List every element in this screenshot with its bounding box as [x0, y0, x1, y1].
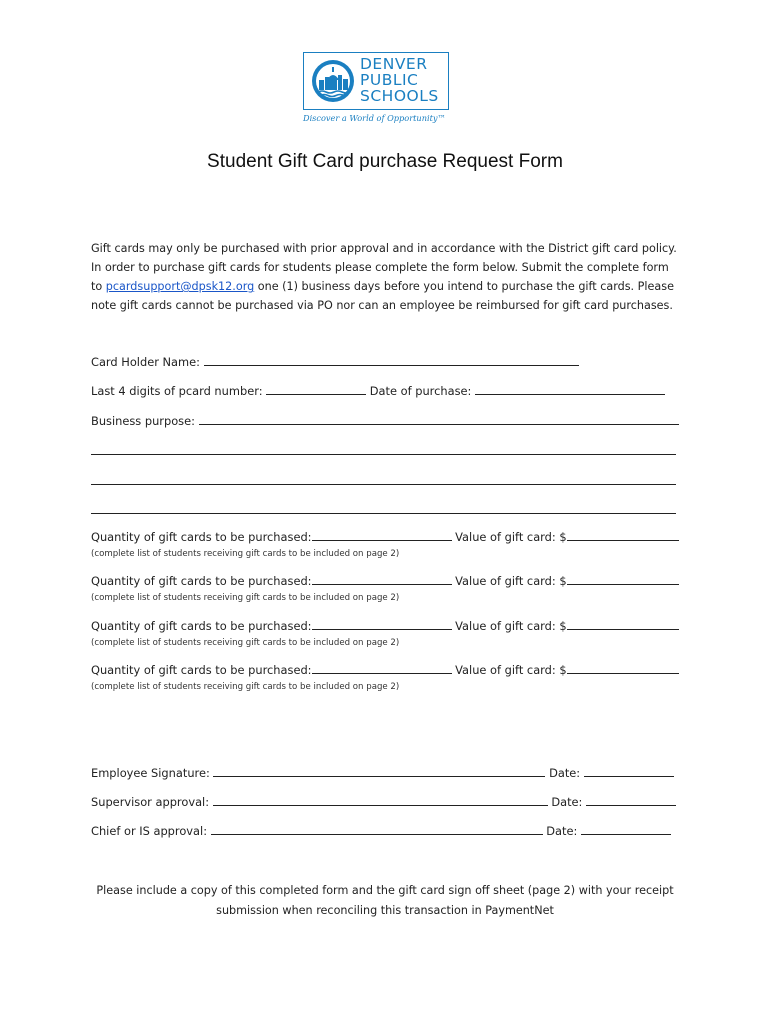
value-field[interactable] — [567, 662, 679, 674]
logo-frame — [303, 52, 449, 110]
business-purpose-row — [91, 413, 679, 428]
last4-field[interactable] — [266, 383, 366, 395]
business-purpose-line[interactable] — [91, 484, 676, 485]
quantity-field[interactable] — [312, 529, 452, 541]
value-label: Value of gift card: $ — [455, 663, 567, 677]
intro-paragraph — [91, 239, 691, 315]
supervisor-date-field[interactable] — [586, 794, 676, 806]
support-email-link[interactable]: pcardsupport@dpsk12.org — [105, 280, 255, 293]
quantity-note: (complete list of students receiving gift cards to be included on page 2) — [91, 593, 400, 603]
supervisor-approval-field[interactable] — [213, 794, 548, 806]
intro-line: Gift cards may only be purchased with prior approval and in accordance with the District gift card policy. — [91, 242, 677, 255]
employee-signature-label: Employee Signature: — [91, 766, 210, 780]
supervisor-approval-row — [91, 794, 676, 809]
chief-approval-field[interactable] — [211, 823, 543, 835]
quantity-label: Quantity of gift cards to be purchased: — [91, 619, 312, 633]
intro-text: one (1) business days before you intend to purchase the gift cards. Please — [254, 280, 674, 293]
logo-word-schools: SCHOOLS — [360, 87, 439, 105]
gift-card-row — [91, 618, 681, 648]
quantity-label: Quantity of gift cards to be purchased: — [91, 663, 312, 677]
value-label: Value of gift card: $ — [455, 530, 567, 544]
date-of-purchase-field[interactable] — [475, 383, 665, 395]
last4-label: Last 4 digits of pcard number: — [91, 384, 263, 398]
logo-tagline: Discover a World of Opportunity™ — [303, 113, 446, 123]
quantity-field[interactable] — [312, 662, 452, 674]
logo-word-public: PUBLIC — [360, 71, 419, 89]
supervisor-date-label: Date: — [551, 795, 583, 809]
value-field[interactable] — [567, 529, 679, 541]
gift-card-row — [91, 529, 681, 559]
logo-wordmark — [360, 56, 448, 104]
intro-line: note gift cards cannot be purchased via PO nor can an employee be reimbursed for gift card purchases. — [91, 299, 673, 312]
signature-date-label: Date: — [549, 766, 581, 780]
card-holder-label: Card Holder Name: — [91, 355, 200, 369]
quantity-label: Quantity of gift cards to be purchased: — [91, 574, 312, 588]
value-field[interactable] — [567, 618, 679, 630]
business-purpose-field[interactable] — [199, 413, 679, 425]
logo-word-denver: DENVER — [360, 55, 428, 73]
chief-approval-row — [91, 823, 671, 838]
card-holder-row — [91, 354, 579, 369]
quantity-note: (complete list of students receiving gift cards to be included on page 2) — [91, 549, 400, 559]
page-title: Student Gift Card purchase Request Form — [207, 151, 563, 172]
supervisor-approval-label: Supervisor approval: — [91, 795, 210, 809]
district-logo — [303, 52, 451, 124]
chief-approval-label: Chief or IS approval: — [91, 824, 208, 838]
gift-card-row — [91, 662, 681, 692]
date-of-purchase-label: Date of purchase: — [369, 384, 472, 398]
employee-signature-field[interactable] — [213, 765, 545, 777]
business-purpose-line[interactable] — [91, 513, 676, 514]
chief-date-field[interactable] — [581, 823, 671, 835]
value-label: Value of gift card: $ — [455, 574, 567, 588]
card-holder-field[interactable] — [204, 354, 579, 366]
gift-card-row — [91, 573, 681, 603]
footer-line: Please include a copy of this completed form and the gift card sign off sheet (page 2) with your receipt — [96, 884, 674, 897]
quantity-field[interactable] — [312, 573, 452, 585]
quantity-field[interactable] — [312, 618, 452, 630]
signature-date-field[interactable] — [584, 765, 674, 777]
intro-text: to — [91, 280, 106, 293]
business-purpose-line[interactable] — [91, 454, 676, 455]
quantity-note: (complete list of students receiving gift cards to be included on page 2) — [91, 638, 400, 648]
pcard-row — [91, 383, 665, 398]
city-skyline-emblem-icon — [310, 58, 356, 104]
employee-signature-row — [91, 765, 674, 780]
business-purpose-label: Business purpose: — [91, 414, 195, 428]
quantity-label: Quantity of gift cards to be purchased: — [91, 530, 312, 544]
chief-date-label: Date: — [546, 824, 578, 838]
value-label: Value of gift card: $ — [455, 619, 567, 633]
value-field[interactable] — [567, 573, 679, 585]
intro-line — [91, 277, 691, 296]
footer-line: submission when reconciling this transaction in PaymentNet — [216, 904, 554, 917]
footer-instructions — [0, 881, 770, 921]
intro-line: In order to purchase gift cards for students please complete the form below. Submit the complete form — [91, 261, 669, 274]
quantity-note: (complete list of students receiving gift cards to be included on page 2) — [91, 682, 400, 692]
